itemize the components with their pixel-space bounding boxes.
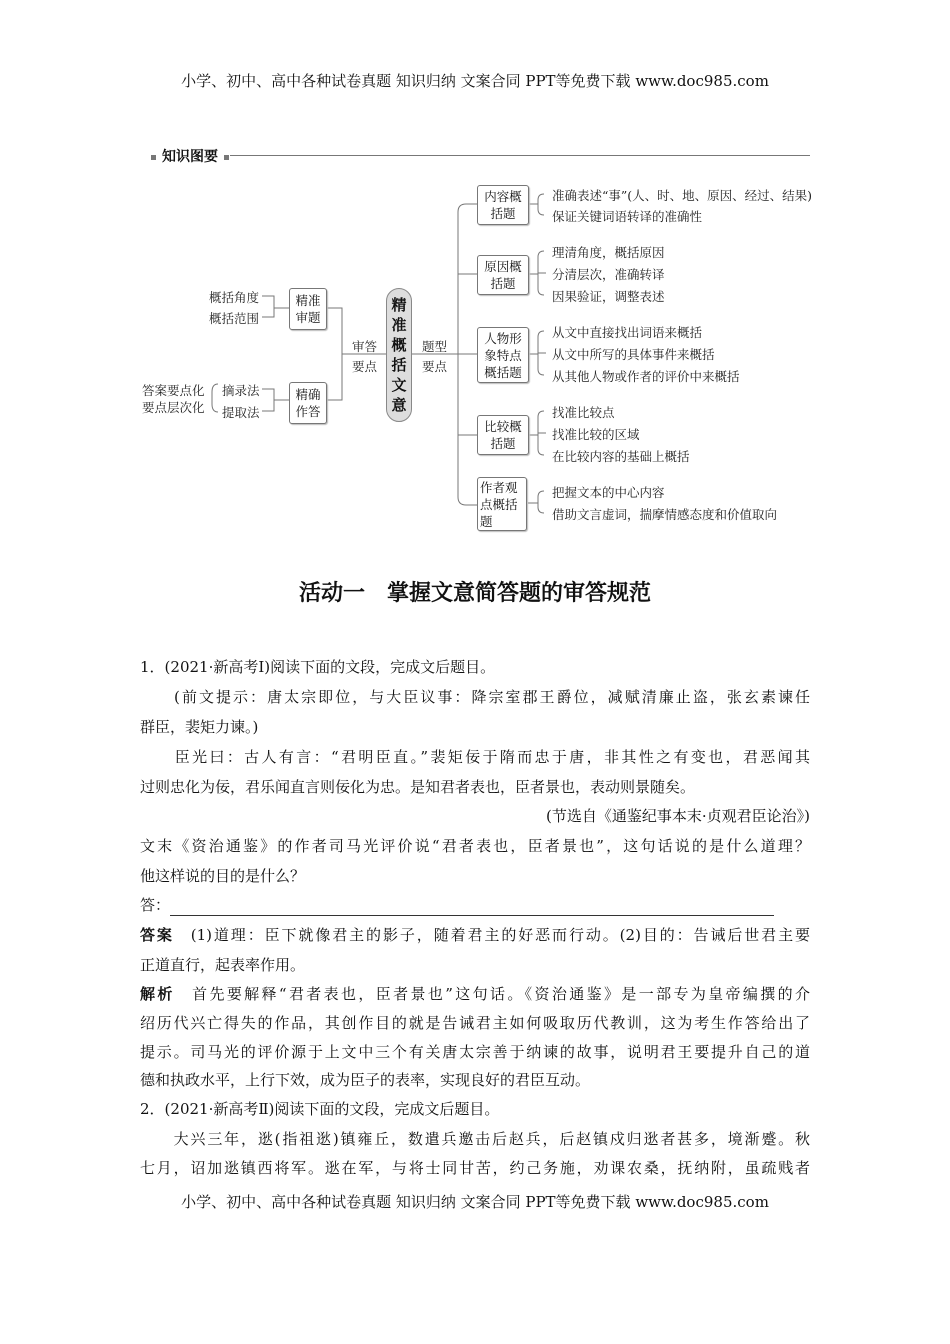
line-text: 德和执政水平，上行下效，成为臣子的表率，实现良好的君臣互动。 xyxy=(140,1071,591,1089)
line-text: 他这样说的目的是什么？ xyxy=(140,867,306,885)
leaf-item: 从文中所写的具体事件来概括 xyxy=(552,347,715,362)
section-title: 知识图要 xyxy=(162,149,218,165)
leaf-item: 提取法 xyxy=(222,405,260,420)
line-text: 绍历代兴亡得失的作品，其创作目的就是告诫君主如何吸取历代教训，这为考生作答给出了 xyxy=(140,1014,810,1032)
answer-prompt-line[interactable] xyxy=(140,894,810,916)
line-text: 首先要解释“君者表也，臣者景也”这句话。《资治通鉴》是一部专为皇帝编撰的介 xyxy=(174,985,810,1003)
leaf-item: 找准比较点 xyxy=(552,405,615,420)
node-label: 内容概括题 xyxy=(484,189,522,221)
node-precise-answer xyxy=(289,382,327,424)
line-text: (前文提示：唐太宗即位，与大臣议事：降宗室郡王爵位，减赋清廉止盗，张玄素谏任 xyxy=(140,688,810,706)
leaf-item: 在比较内容的基础上概括 xyxy=(552,449,690,464)
leaf-item: 借助文言虚词，揣摩情感态度和价值取向 xyxy=(552,507,778,522)
line-text: 群臣，裴矩力谏。) xyxy=(140,718,259,736)
mind-map-connectors xyxy=(0,0,950,560)
node-label: 原因概括题 xyxy=(484,259,522,291)
text-line xyxy=(140,805,810,827)
line-text: 1．(2021·新高考Ⅰ)阅读下面的文段，完成文后题目。 xyxy=(140,658,496,676)
node-cause-summary xyxy=(477,255,529,295)
leaf-item: 保证关键词语转译的准确性 xyxy=(552,209,703,224)
left-branch-label xyxy=(352,337,377,377)
activity-title: 活动一 掌握文意简答题的审答规范 xyxy=(298,580,651,606)
node-comparison-summary xyxy=(477,415,529,455)
text-line xyxy=(140,983,810,1005)
branch-label-line: 审答 xyxy=(352,339,378,354)
text-line xyxy=(140,776,810,798)
branch-label-line: 要点 xyxy=(352,359,378,374)
line-text: 提示。司马光的评价源于上文中三个有关唐太宗善于纳谏的故事，说明君王要提升自己的道 xyxy=(140,1043,810,1061)
line-text: 文末《资治通鉴》的作者司马光评价说“君者表也，臣者景也”，这句话说的是什么道理？ xyxy=(140,837,810,855)
leaf-item: 找准比较的区域 xyxy=(552,427,640,442)
line-text: 过则忠化为佞，君乐闻直言则佞化为忠。是知君者表也，臣者景也，表动则景随矣。 xyxy=(140,778,696,796)
line-text: 七月，诏加逖镇西将军。逖在军，与将士同甘苦，约己务施，劝课农桑，抚纳附，虽疏贱者 xyxy=(140,1159,810,1177)
leaf-item: 理清角度，概括原因 xyxy=(552,245,665,260)
line-text: 答： xyxy=(140,896,171,914)
node-label: 精确作答 xyxy=(295,387,321,419)
text-line xyxy=(140,716,810,738)
leaf-item: 答案要点化 xyxy=(142,383,205,398)
leaf-item: 从文中直接找出词语来概括 xyxy=(552,325,703,340)
mind-map-center-node xyxy=(386,288,412,422)
leaf-item: 因果验证，调整表述 xyxy=(552,289,665,304)
text-line xyxy=(140,1069,810,1091)
node-label: 精准审题 xyxy=(295,293,321,325)
leaf-item: 要点层次化 xyxy=(142,400,205,415)
line-text: 臣光曰：古人有言：“君明臣直。”裴矩佞于隋而忠于唐，非其性之有变也，君恶闻其 xyxy=(140,748,810,766)
text-line xyxy=(140,1128,810,1150)
leaf-item: 概括角度 xyxy=(209,290,260,305)
node-precise-review xyxy=(289,288,327,330)
right-branch-label xyxy=(422,337,447,377)
text-line xyxy=(140,1041,810,1063)
branch-label-line: 要点 xyxy=(422,359,448,374)
text-line xyxy=(140,686,810,708)
leaf-item: 摘录法 xyxy=(222,383,260,398)
leaf-item: 准确表述“事”(人、时、地、原因、经过、结果) xyxy=(552,188,813,203)
node-label: 人物形象特点概括题 xyxy=(484,330,522,380)
text-line xyxy=(140,656,810,678)
leaf-item: 分清层次，准确转译 xyxy=(552,267,665,282)
line-text: 大兴三年，逖(指祖逖)镇雍丘，数遣兵邀击后赵兵，后赵镇戍归逖者甚多，境渐蹙。秋 xyxy=(140,1130,810,1148)
line-text: 2．(2021·新高考Ⅱ)阅读下面的文段，完成文后题目。 xyxy=(140,1100,500,1118)
line-text: (1)道理：臣下就像君主的影子，随着君主的好恶而行动。(2)目的：告诫后世君主要 xyxy=(173,926,810,944)
leaf-item: 从其他人物或作者的评价中来概括 xyxy=(552,369,740,384)
text-line xyxy=(140,924,810,946)
answer-blank[interactable] xyxy=(170,899,774,916)
node-label: 比较概括题 xyxy=(484,419,522,451)
text-line xyxy=(140,865,810,887)
branch-label-line: 题型 xyxy=(422,339,448,354)
section-label: 答案 xyxy=(140,926,174,944)
line-text: 正道直行，起表率作用。 xyxy=(140,956,306,974)
page-header: 小学、初中、高中各种试卷真题 知识归纳 文案合同 PPT等免费下载 www.doc985.com xyxy=(181,72,769,90)
text-line xyxy=(140,746,810,768)
text-line xyxy=(140,954,810,976)
text-line xyxy=(140,1098,810,1120)
text-line xyxy=(140,835,810,857)
section-label: 解析 xyxy=(140,985,175,1003)
center-node-label: 精准概括文意 xyxy=(391,296,407,414)
node-label: 作者观点概括题 xyxy=(480,479,518,529)
text-line xyxy=(140,1012,810,1034)
page-footer: 小学、初中、高中各种试卷真题 知识归纳 文案合同 PPT等免费下载 www.doc985.com xyxy=(181,1193,769,1211)
node-character-summary xyxy=(477,327,529,383)
leaf-item: 把握文本的中心内容 xyxy=(552,485,665,500)
leaf-item: 概括范围 xyxy=(209,311,260,326)
node-author-view-summary xyxy=(477,477,527,531)
text-line xyxy=(140,1157,810,1179)
line-text: (节选自《通鉴纪事本末·贞观君臣论治》) xyxy=(546,807,810,825)
node-content-summary xyxy=(477,185,529,225)
